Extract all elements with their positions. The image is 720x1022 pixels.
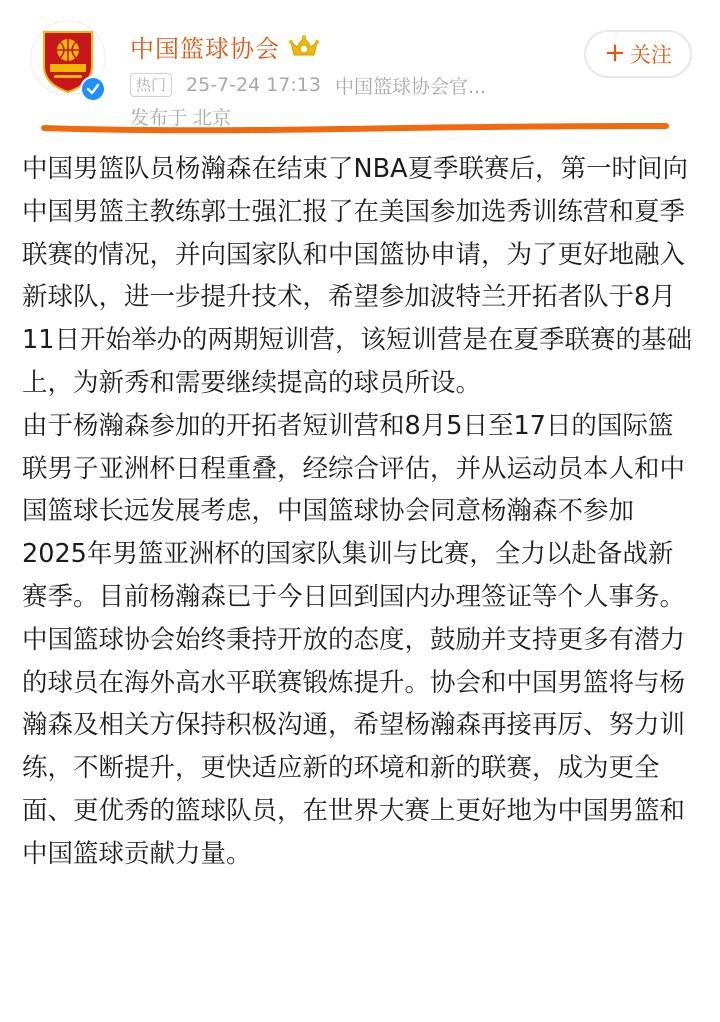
- post-paragraph: 中国男篮队员杨瀚森在结束了NBA夏季联赛后，第一时间向中国男篮主教练郭士强汇报了在美国参加选秀训练营和夏季联赛的情况，并向国家队和中国篮协申请，为了更好地融入新球队，进一步提升技术，希望参加波特兰开拓者队于8月11日开始举办的两期短训营，该短训营是在夏季联赛的基础上，为新秀和需要继续提高的球员所设。: [22, 154, 692, 398]
- plus-icon: +: [604, 38, 626, 68]
- post-location: 发布于 北京: [130, 107, 232, 129]
- post-timestamp: 25-7-24 17:13: [186, 74, 321, 96]
- account-name[interactable]: 中国篮球协会: [130, 34, 280, 63]
- post-header: [0, 0, 720, 140]
- post-paragraph: 由于杨瀚森参加的开拓者短训营和8月5日至17日的国际篮联男子亚洲杯日程重叠，经综合评估，并从运动员本人和中国篮球长远发展考虑，中国篮球协会同意杨瀚森不参加2025年男篮亚洲杯的国家队集训与比赛，全力以赴备战新赛季。目前杨瀚森已于今日回到国内办理签证等个人事务。: [22, 410, 686, 612]
- follow-label: 关注: [629, 43, 672, 67]
- post-body: [22, 148, 698, 876]
- hot-tag: 热门: [130, 73, 172, 97]
- orange-underline-mark: [40, 118, 670, 138]
- post-meta-row: [130, 70, 486, 100]
- vip-crown-badge-icon: [288, 33, 320, 59]
- post-source[interactable]: 中国篮球协会官...: [334, 75, 487, 98]
- follow-button[interactable]: [584, 30, 692, 78]
- post-paragraph: 中国篮球协会始终秉持开放的态度，鼓励并支持更多有潜力的球员在海外高水平联赛锻炼提升。协会和中国男篮将与杨瀚森及相关方保持积极沟通，希望杨瀚森再接再厉、努力训练，不断提升，更快适应新的环境和新的联赛，成为更全面、更优秀的篮球队员，在世界大赛上更好地为中国男篮和中国篮球贡献力量。: [22, 624, 686, 869]
- verified-badge-icon: [80, 76, 106, 102]
- account-name-row: [130, 28, 320, 64]
